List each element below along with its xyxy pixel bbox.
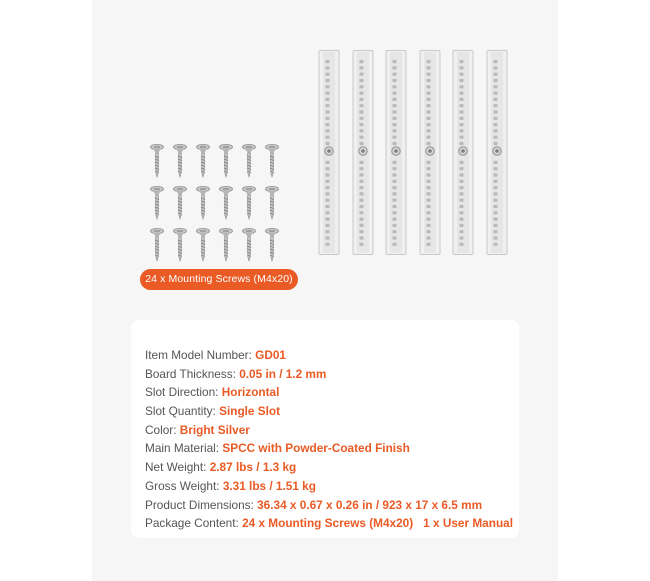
screw-icon [173,144,187,178]
spec-row-material [145,439,513,458]
spec-label: Product Dimensions: [145,497,258,512]
screw-icon [242,228,256,262]
spec-row-thickness [145,365,513,384]
wall-rail-icon [318,50,340,255]
spec-row-slot-quantity [145,402,513,421]
screw-icon [196,144,210,178]
screws-illustration [150,144,290,264]
spec-value: SPCC with Powder-Coated Finish [222,441,410,456]
screw-icon [242,144,256,178]
screw-icon [265,228,279,262]
spec-value: GD01 [255,348,286,362]
spec-row-color [145,421,513,440]
spec-value: 0.05 in / 1.2 mm [239,366,327,381]
spec-label: Slot Direction: [145,385,222,400]
screw-icon [219,186,233,220]
screws-badge: 24 x Mounting Screws (M4x20) [140,269,298,290]
screw-icon [150,144,164,178]
screw-icon [219,144,233,178]
spec-row-gross-weight [145,477,513,496]
screw-icon [173,186,187,220]
screw-icon [150,228,164,262]
spec-row-net-weight [145,458,513,477]
screw-icon [265,186,279,220]
screw-icon [265,144,279,178]
spec-label: Color: [145,422,180,437]
spec-label: Net Weight: [145,460,210,475]
spec-value: 36.34 x 0.67 x 0.26 in / 923 x 17 x 6.5 mm [257,497,483,512]
spec-row-dimensions [145,496,513,515]
spec-row-slot-direction [145,383,513,402]
spec-label: Main Material: [145,441,223,456]
spec-row-model [145,346,513,365]
spec-value: 3.31 lbs / 1.51 kg [222,478,316,493]
spec-label: Gross Weight: [145,478,223,493]
screw-icon [196,228,210,262]
spec-card [131,320,519,538]
wall-rail-icon [486,50,508,255]
screw-icon [219,228,233,262]
wall-rail-icon [352,50,374,255]
spec-value: Single Slot [219,404,281,419]
spec-value: 2.87 lbs / 1.3 kg [209,460,297,475]
screw-icon [242,186,256,220]
spec-row-package [145,514,513,533]
screw-icon [150,186,164,220]
spec-label: Board Thickness: [145,366,240,381]
spec-value: Bright Silver [179,422,250,437]
spec-label: Item Model Number: [145,348,256,362]
spec-label: Package Content: [145,516,243,531]
spec-label: Slot Quantity: [145,404,220,419]
screw-icon [173,228,187,262]
spec-value: Horizontal [221,385,280,400]
screw-icon [196,186,210,220]
wall-rail-icon [452,50,474,255]
wall-rails-illustration [318,50,508,255]
wall-rail-icon [419,50,441,255]
wall-rail-icon [385,50,407,255]
spec-list [145,346,513,533]
spec-value-manual: 1 x User Manual [423,516,513,531]
spec-value: 24 x Mounting Screws (M4x20) [242,516,414,531]
